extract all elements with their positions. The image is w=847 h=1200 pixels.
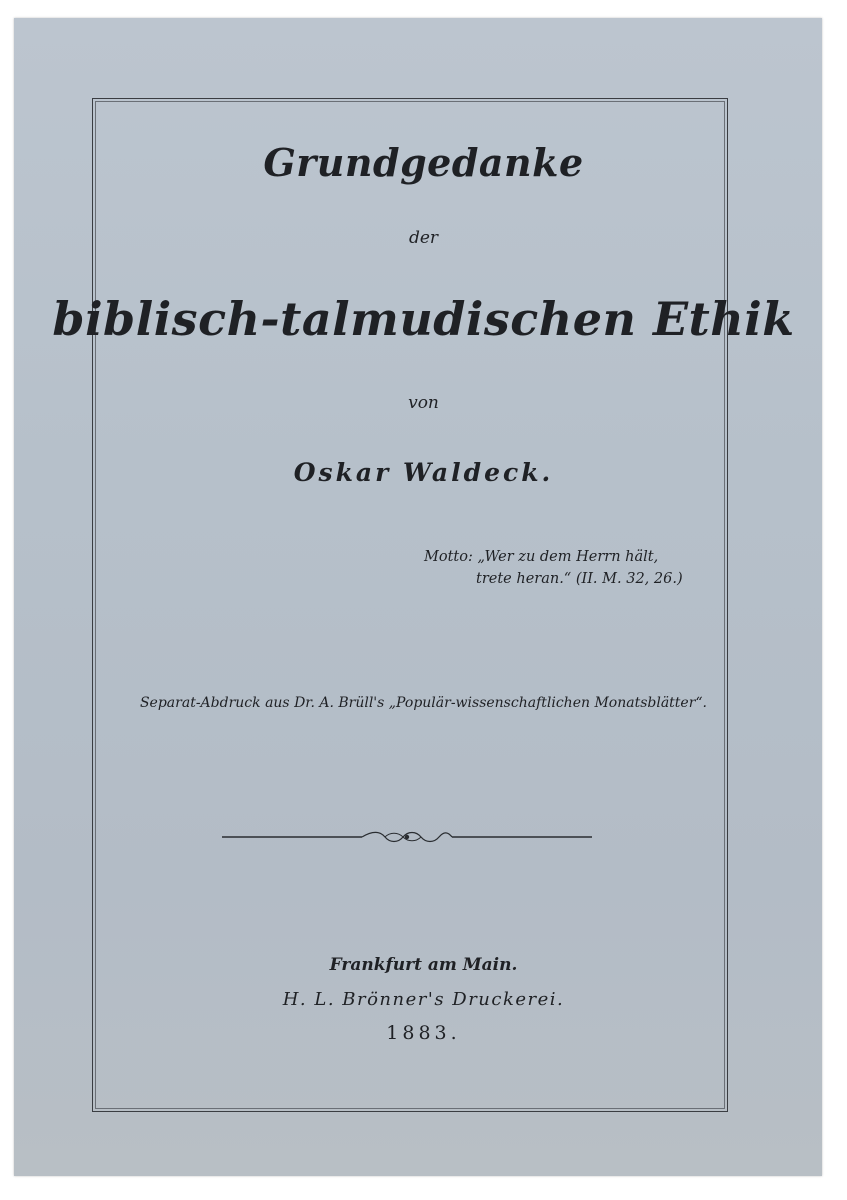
- motto-block: [424, 546, 683, 590]
- cover-connector: der: [408, 228, 439, 248]
- imprint-printer: H. L. Brönner's Druckerei.: [282, 989, 565, 1010]
- reprint-note: Separat-Abdruck aus Dr. A. Brüll's „Populär-wissenschaftlichen Monatsblätter“.: [139, 695, 708, 711]
- ornamental-rule: [222, 826, 592, 848]
- cover-author: Oskar Waldeck.: [293, 458, 554, 487]
- imprint-place: Frankfurt am Main.: [329, 955, 518, 975]
- cover-title: Grundgedanke: [263, 140, 584, 185]
- cover-by: von: [408, 393, 439, 413]
- motto-label: Motto:: [424, 549, 473, 565]
- motto-line-1: „Wer zu dem Herrn hält,: [477, 549, 659, 565]
- imprint-year: 1883.: [386, 1022, 461, 1044]
- cover-subtitle: biblisch-talmudischen Ethik: [52, 292, 795, 346]
- motto-line-2: trete heran.“ (II. M. 32, 26.): [476, 571, 683, 587]
